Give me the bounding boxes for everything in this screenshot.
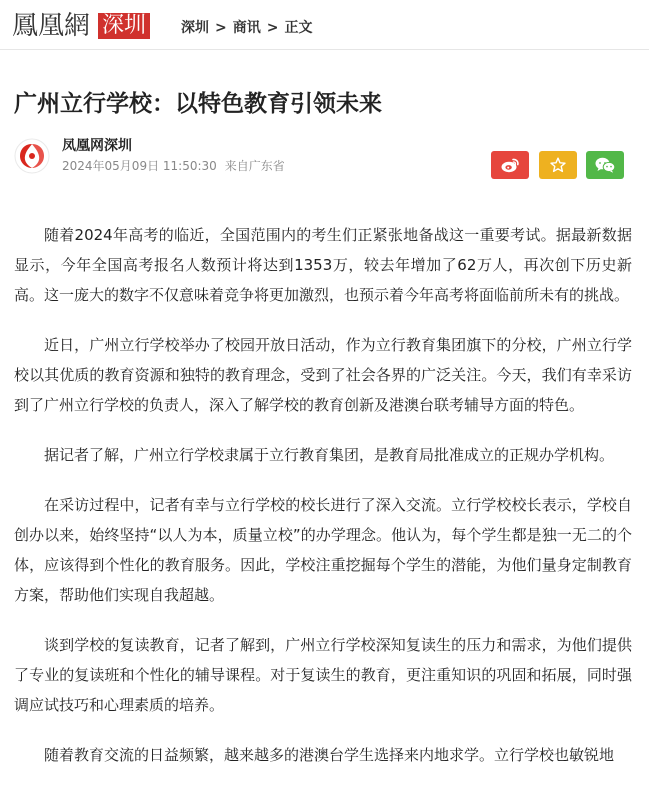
breadcrumb-separator: > <box>215 20 227 36</box>
breadcrumb-item-shenzhen[interactable]: 深圳 <box>181 20 209 36</box>
paragraph: 据记者了解，广州立行学校隶属于立行教育集团，是教育局批准成立的正规办学机构。 <box>44 446 615 464</box>
paragraph: 随着2024年高考的临近，全国范围内的考生们正紧张地备战这一重要考试。据最新数据显示，今年全国高考报名人数预计将达到1353万，较去年增加了62万人，再次创下历史新高。这一庞大的数字不仅意味着竞争将更加激烈，也预示着今年高考将面临前所未有的挑战。 <box>14 226 632 304</box>
star-icon <box>550 157 566 173</box>
breadcrumb-separator: > <box>266 20 279 36</box>
paragraph: 随着教育交流的日益频繁，越来越多的港澳台学生选择来内地求学。立行学校也敏锐地 <box>44 746 615 764</box>
top-bar <box>0 0 649 50</box>
breadcrumb <box>181 18 312 38</box>
logo-badge: 深圳 <box>98 13 150 39</box>
weibo-icon <box>500 156 520 174</box>
favorite-button[interactable] <box>539 151 577 179</box>
breadcrumb-item-news[interactable]: 商讯 <box>232 20 261 36</box>
paragraph: 在采访过程中，记者有幸与立行学校的校长进行了深入交流。立行学校校长表示，学校自创办以来，始终坚持“以人为本，质量立校”的办学理念。他认为，每个学生都是独一无二的个体，应该得到个性化的教育服务。因此，学校注重挖掘每个学生的潜能，为他们量身定制教育方案，帮助他们实现自我超越。 <box>14 496 632 604</box>
article-body <box>14 220 632 790</box>
breadcrumb-item-article: 正文 <box>284 20 313 36</box>
site-logo[interactable] <box>12 11 150 41</box>
author-name[interactable]: 凤凰网深圳 <box>62 138 132 154</box>
logo-text: 鳳凰網 <box>12 11 91 41</box>
author-avatar[interactable] <box>14 138 50 174</box>
share-weibo-button[interactable] <box>491 151 529 179</box>
article-title: 广州立行学校：以特色教育引领未来 <box>14 91 382 117</box>
publish-date: 2024年05月09日 11:50:30 <box>62 159 217 173</box>
phoenix-logo-icon <box>14 138 50 174</box>
article-meta <box>62 157 285 175</box>
paragraph: 谈到学校的复读教育，记者了解到，广州立行学校深知复读生的压力和需求，为他们提供了专业的复读班和个性化的辅导课程。对于复读生的教育，更注重知识的巩固和拓展，同时强调应试技巧和心理素质的培养。 <box>14 636 632 714</box>
article-source: 来自广东省 <box>224 159 285 173</box>
share-wechat-button[interactable] <box>586 151 624 179</box>
paragraph: 近日，广州立行学校举办了校园开放日活动，作为立行教育集团旗下的分校，广州立行学校以其优质的教育资源和独特的教育理念，受到了社会各界的广泛关注。今天，我们有幸采访到了广州立行学校的负责人，深入了解学校的教育创新及港澳台联考辅导方面的特色。 <box>14 336 632 414</box>
wechat-icon <box>594 156 616 174</box>
